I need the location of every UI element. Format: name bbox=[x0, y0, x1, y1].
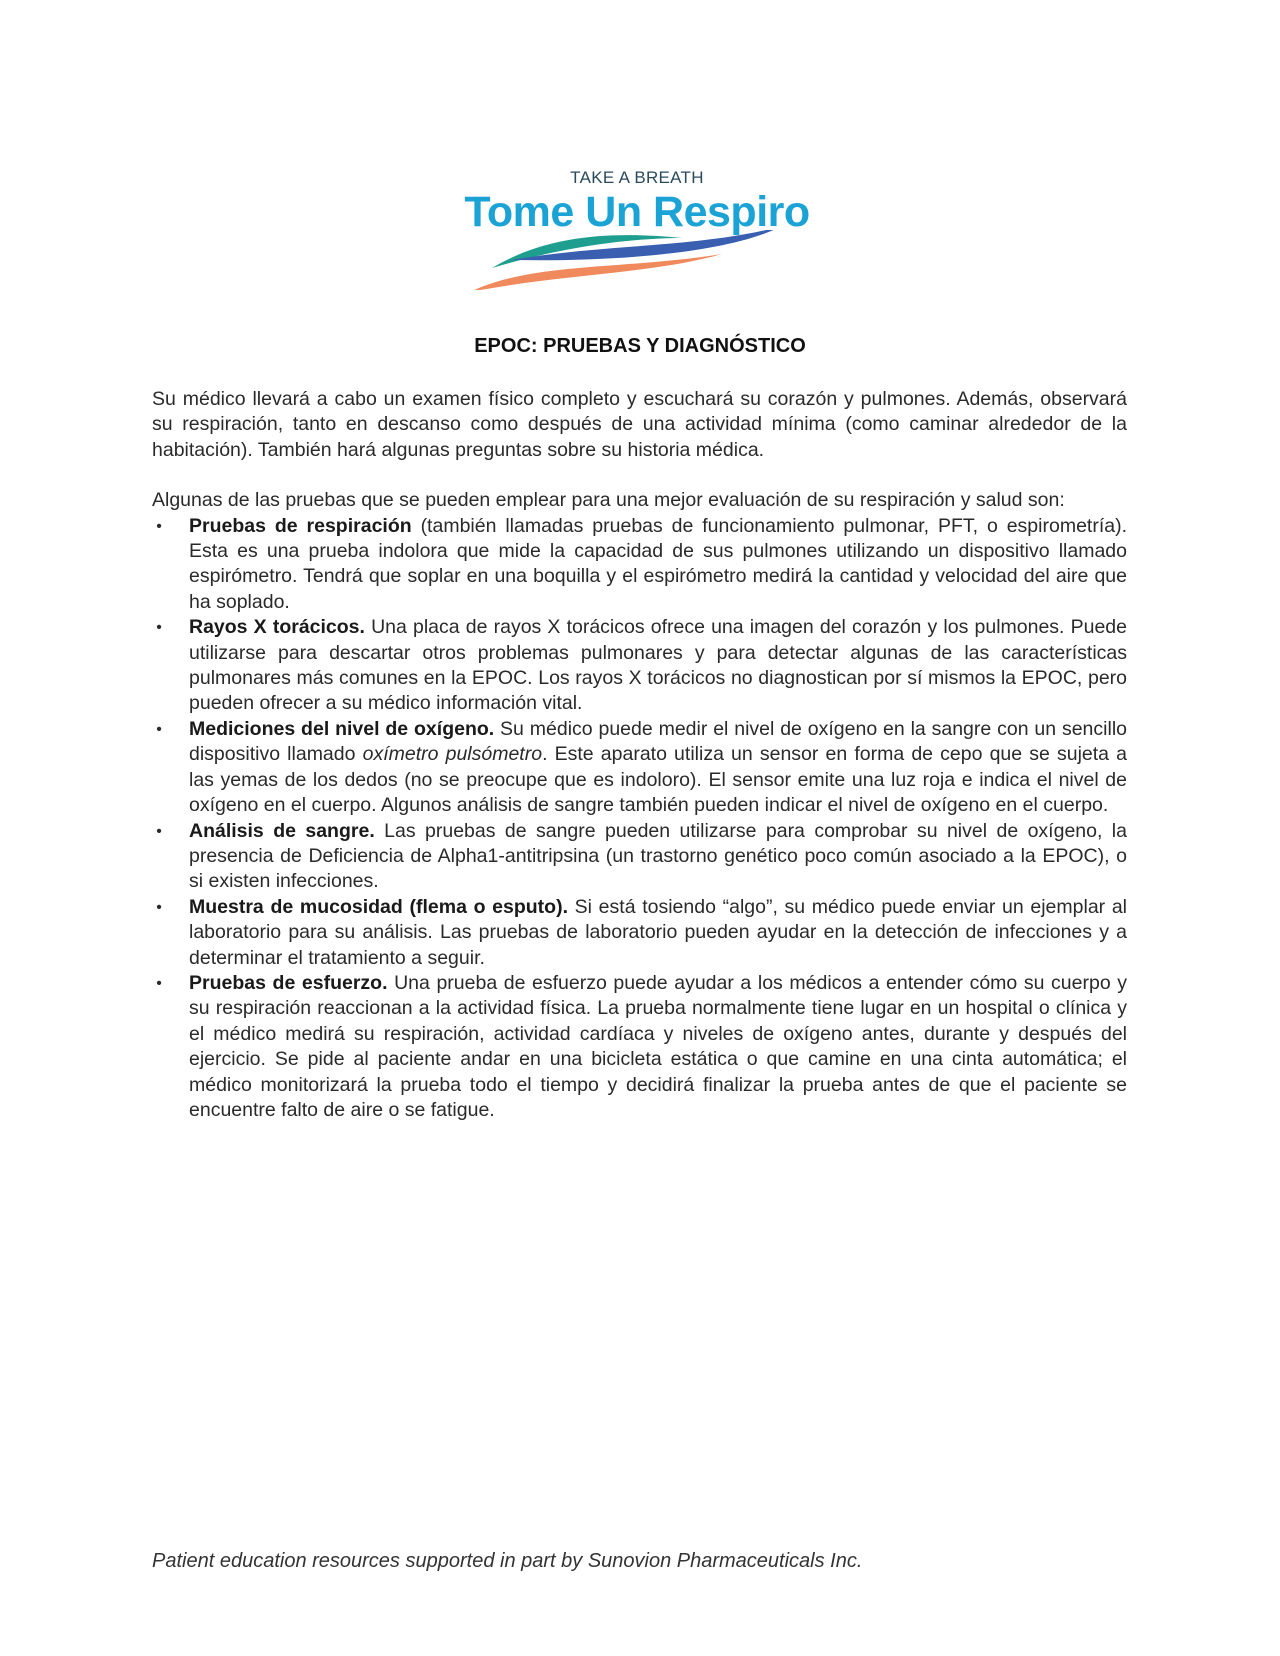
logo-tagline: TAKE A BREATH bbox=[570, 168, 704, 187]
item-text: Las pruebas de sangre pueden utilizarse para comprobar su nivel de oxígeno, la presencia de Deficiencia de Alpha1-antitripsina (un trastorno genético poco común asociado a la EPOC), o si existen infecciones. bbox=[189, 819, 1127, 893]
logo-wave-orange bbox=[470, 254, 722, 290]
item-heading: Pruebas de esfuerzo. bbox=[189, 971, 388, 994]
bullet-icon: • bbox=[156, 974, 162, 992]
tests-intro-paragraph: Algunas de las pruebas que se pueden emplear para una mejor evaluación de su respiración y salud son: bbox=[152, 489, 1065, 512]
brand-logo bbox=[452, 160, 822, 290]
bullet-icon: • bbox=[156, 822, 162, 840]
item-text: (también llamadas pruebas de funcionamiento pulmonar, PFT, o espirometría). Esta es una prueba indolora que mide la capacidad de sus pulmones utilizando un dispositivo llamado espirómetro. Tendrá que soplar en una boquilla y el espirómetro medirá la cantidad y velocidad del aire que ha soplado. bbox=[189, 514, 1127, 613]
bullet-icon: • bbox=[156, 619, 162, 637]
bullet-icon: • bbox=[156, 720, 162, 738]
logo-name: Tome Un Respiro bbox=[464, 188, 810, 236]
item-heading: Muestra de mucosidad (flema o esputo). bbox=[189, 895, 568, 918]
item-text: Una placa de rayos X torácicos ofrece una imagen del corazón y los pulmones. Puede utilizarse para descartar otros problemas pulmonares y para detectar algunas de las características pulmonares más comunes en la EPOC. Los rayos X torácicos no diagnostican por sí mismos la EPOC, pero pueden ofrecer a su médico información vital. bbox=[189, 616, 1127, 715]
bullet-icon: • bbox=[156, 517, 162, 535]
list-item bbox=[152, 717, 1127, 819]
item-text: . Este aparato utiliza un sensor en forma de cepo que se sujeta a las yemas de los dedos (no se preocupe que es indoloro). El sensor emite una luz roja e indica el nivel de oxígeno en el cuerpo. Algunos análisis de sangre también pueden indicar el nivel de oxígeno en el cuerpo. bbox=[189, 743, 1127, 817]
tests-list bbox=[152, 514, 1127, 1124]
item-text: Si está tosiendo “algo”, su médico puede enviar un ejemplar al laboratorio para su análisis. Las pruebas de laboratorio pueden ayudar en la detección de infecciones y a determinar el tratamiento a seguir. bbox=[189, 895, 1128, 969]
list-item bbox=[152, 971, 1127, 1123]
list-item bbox=[152, 895, 1127, 971]
document-body bbox=[152, 387, 1127, 1123]
item-text: Una prueba de esfuerzo puede ayudar a los médicos a entender cómo su cuerpo y su respiración reaccionan a la actividad física. La prueba normalmente tiene lugar en un hospital o clínica y el médico medirá su respiración, actividad cardíaca y niveles de oxígeno antes, durante y después del ejercicio. Se pide al paciente andar en una bicicleta estática o que camine en una cinta automática; el médico monitorizará la prueba todo el tiempo y decidirá finalizar la prueba antes de que el paciente se encuentre falto de aire o se fatigue. bbox=[189, 971, 1127, 1121]
item-italic-term: oxímetro pulsómetro bbox=[362, 743, 543, 766]
item-heading: Mediciones del nivel de oxígeno. bbox=[189, 717, 495, 740]
bullet-icon: • bbox=[156, 898, 162, 916]
list-item bbox=[152, 819, 1127, 895]
list-item bbox=[152, 514, 1127, 616]
intro-paragraph: Su médico llevará a cabo un examen físico completo y escuchará su corazón y pulmones. Además, observará su respiración, tanto en descanso como después de una actividad mínima (como caminar alrededor de la habitación). También hará algunas preguntas sobre su historia médica. bbox=[152, 388, 1127, 461]
item-heading: Pruebas de respiración bbox=[189, 514, 412, 537]
item-text: Su médico puede medir el nivel de oxígeno en la sangre con un sencillo dispositivo llamado bbox=[189, 717, 1127, 766]
page-title: EPOC: PRUEBAS Y DIAGNÓSTICO bbox=[474, 335, 806, 357]
item-heading: Análisis de sangre. bbox=[189, 819, 375, 842]
logo-waves-graphic bbox=[452, 230, 822, 290]
list-item bbox=[152, 615, 1127, 717]
item-heading: Rayos X torácicos. bbox=[189, 616, 365, 639]
footer-note: Patient education resources supported in part by Sunovion Pharmaceuticals Inc. bbox=[152, 1550, 863, 1572]
